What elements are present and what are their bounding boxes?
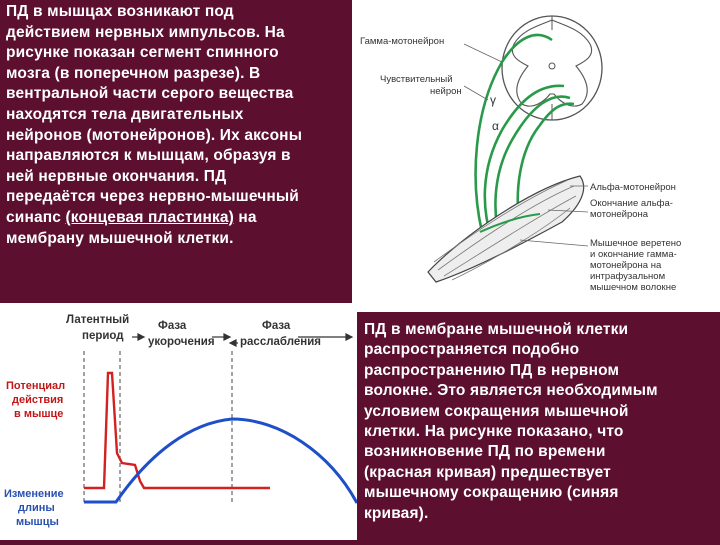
label-relaxation-phase-2: расслабления bbox=[240, 336, 322, 348]
label-length-change-2: длины bbox=[18, 502, 55, 514]
text-line: волокне. Это является необходимым bbox=[364, 382, 658, 400]
timing-graph-svg bbox=[0, 303, 357, 540]
text-line: действием нервных импульсов. На bbox=[6, 23, 285, 41]
text-line: распространению ПД в нервном bbox=[364, 361, 620, 379]
label-alpha-ending-2: мотонейрона bbox=[590, 209, 649, 220]
text-line: вентральной части серого вещества bbox=[6, 85, 294, 103]
text-line: находятся тела двигательных bbox=[6, 105, 244, 123]
text-fragment: синапс bbox=[6, 208, 66, 226]
label-gamma-symbol: γ bbox=[490, 93, 496, 107]
spinal-cord-section bbox=[502, 16, 602, 120]
text-line: мышечному сокращению (синяя bbox=[364, 484, 619, 502]
label-relaxation-phase: Фаза bbox=[262, 320, 291, 332]
text-fragment: на bbox=[233, 208, 257, 226]
text-line: ПД в мышцах возникают под bbox=[6, 3, 234, 20]
label-action-potential-2: действия bbox=[12, 394, 64, 406]
action-potential-curve bbox=[84, 373, 270, 488]
label-length-change: Изменение bbox=[4, 488, 64, 500]
bottom-paragraph bbox=[364, 320, 714, 524]
label-spindle-3: мотонейрона на bbox=[590, 260, 662, 271]
text-line: возникновение ПД по времени bbox=[364, 443, 606, 461]
top-paragraph bbox=[6, 2, 352, 249]
label-shortening-phase: Фаза bbox=[158, 320, 187, 332]
text-line: мембрану мышечной клетки. bbox=[6, 229, 234, 247]
text-line: направляются к мышцам, образуя в bbox=[6, 147, 291, 165]
label-sensory-neuron-2: нейрон bbox=[430, 86, 462, 97]
label-sensory-neuron: Чувствительный bbox=[380, 74, 453, 85]
spinal-cord-diagram bbox=[352, 0, 720, 312]
text-line: условием сокращения мышечной bbox=[364, 402, 629, 420]
text-line: рисунке показан сегмент спинного bbox=[6, 44, 279, 62]
text-line: передаётся через нервно-мышечный bbox=[6, 188, 299, 206]
contraction-curve bbox=[84, 419, 357, 503]
label-spindle-5: мышечном волокне bbox=[590, 282, 677, 293]
text-line: распространяется подобно bbox=[364, 341, 580, 359]
text-line bbox=[6, 208, 352, 229]
label-action-potential-3: в мышце bbox=[14, 408, 64, 420]
label-latent-period-2: период bbox=[82, 330, 124, 342]
label-alpha-ending: Окончание альфа- bbox=[590, 198, 673, 209]
label-action-potential: Потенциал bbox=[6, 380, 66, 392]
timing-graph bbox=[0, 303, 357, 540]
label-gamma-motoneuron: Гамма-мотонейрон bbox=[360, 36, 445, 47]
text-line: ПД в мембране мышечной клетки bbox=[364, 321, 629, 338]
text-line: кривая). bbox=[364, 504, 429, 522]
label-alpha-symbol: α bbox=[492, 119, 499, 133]
label-alpha-motoneuron: Альфа-мотонейрон bbox=[590, 182, 676, 193]
label-spindle-4: интрафузальном bbox=[590, 271, 666, 282]
anatomy-figure bbox=[352, 0, 720, 312]
endplate-term: (концевая пластинка) bbox=[65, 208, 234, 226]
label-spindle-2: и окончание гамма- bbox=[590, 249, 677, 260]
label-latent-period: Латентный bbox=[66, 314, 130, 326]
text-line: мозга (в поперечном разрезе). В bbox=[6, 64, 261, 82]
label-length-change-3: мышцы bbox=[16, 516, 59, 528]
text-line: ней нервные окончания. ПД bbox=[6, 167, 227, 185]
text-line: нейронов (мотонейронов). Их аксоны bbox=[6, 126, 303, 144]
label-shortening-phase-2: укорочения bbox=[148, 336, 215, 348]
label-spindle: Мышечное веретено bbox=[590, 238, 682, 249]
text-line: клетки. На рисунке показано, что bbox=[364, 423, 624, 441]
text-line: (красная кривая) предшествует bbox=[364, 463, 611, 481]
muscle bbox=[428, 176, 584, 282]
